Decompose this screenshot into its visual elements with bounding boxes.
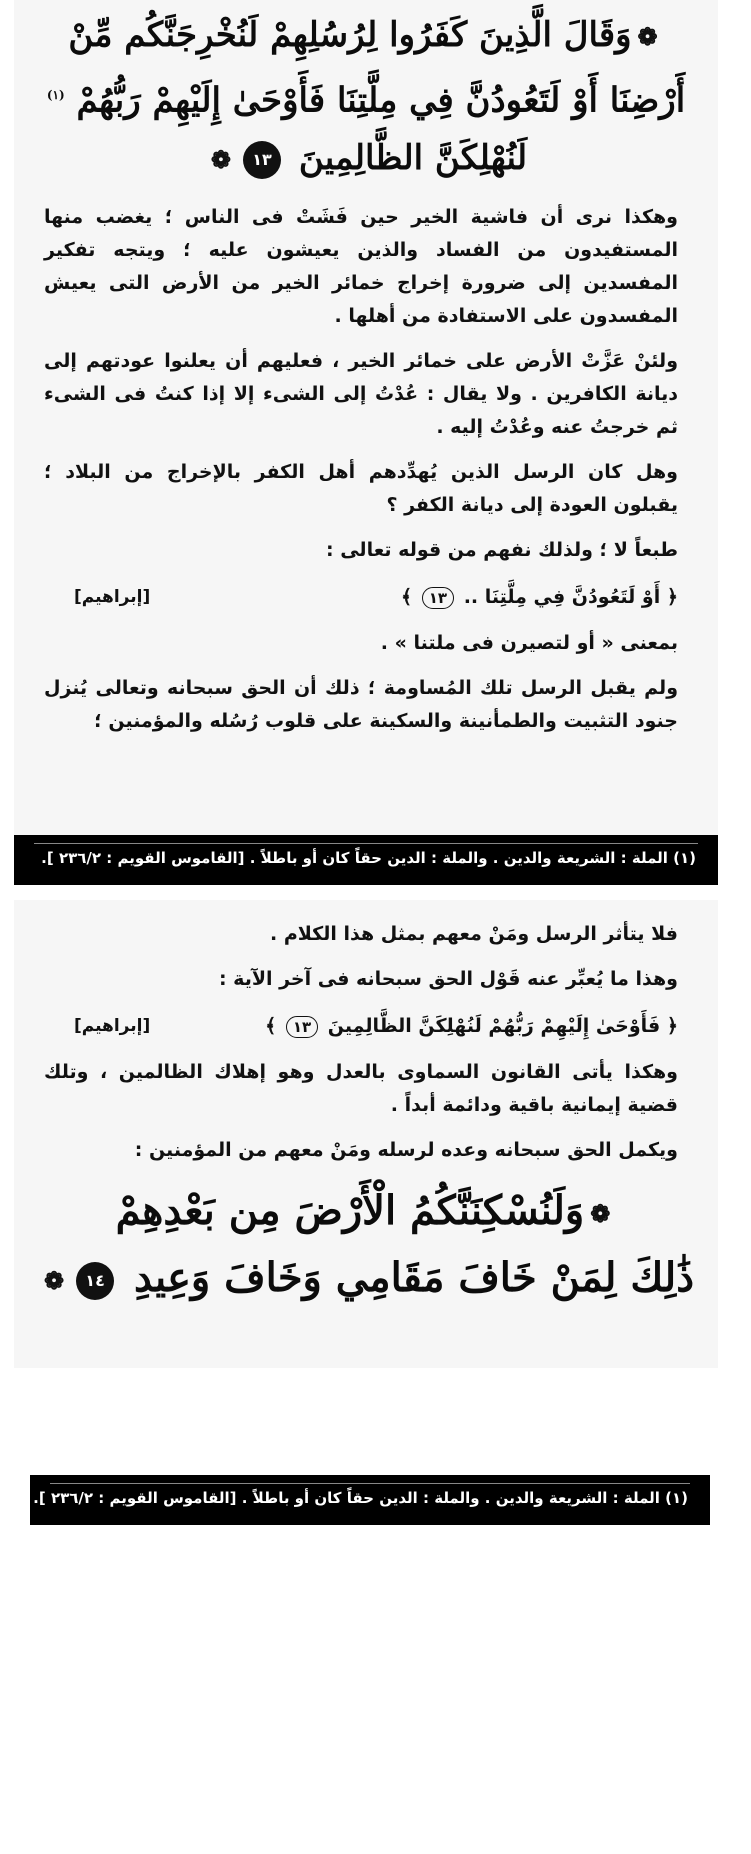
ornament-icon: ❁: [210, 145, 231, 175]
footnote-text: (١) الملة : الشريعة والدين . والملة : الدين حقاً كان أو باطلاً . [القاموس القويم : ٢٣٦/٢ ].: [41, 849, 696, 867]
paragraph: طبعاً لا ؛ ولذلك نفهم من قوله تعالى :: [326, 539, 678, 562]
verse-number-badge: ١٤: [76, 1262, 114, 1300]
quote-source: [إبراهيم]: [74, 1016, 151, 1036]
ornament-icon: ❁: [43, 1266, 65, 1295]
verse-number: ١٣: [422, 587, 454, 609]
verse-number-badge: ١٣: [243, 141, 281, 179]
ornament-icon: ❁: [590, 1199, 611, 1228]
verse-13: [14, 0, 718, 189]
paragraph: وهل كان الرسل الذين يُهدِّدهم أهل الكفر بالإخراج من البلاد ؛ يقبلون العودة إلى ديانة الكفر ؟: [44, 461, 678, 517]
paragraph: فلا يتأثر الرسل ومَنْ معهم بمثل هذا الكلام .: [270, 923, 678, 945]
verse-line-2: أَرْضِنَا أَوْ لَتَعُودُنَّ فِي مِلَّتِنَا فَأَوْحَىٰ إِلَيْهِمْ رَبُّهُمْ $^{(١)}$: [46, 80, 686, 121]
footnote-marker: (١): [46, 88, 65, 102]
verse-line-3: لَنُهْلِكَنَّ الظَّالِمِينَ ١٣❁: [14, 129, 718, 189]
verse-line-1: ❁وَقَالَ الَّذِينَ كَفَرُوا لِرُسُلِهِمْ لَنُخْرِجَنَّكُم مِّنْ: [14, 6, 718, 66]
paragraph: بمعنى « أو لتصيرن فى ملتنا » .: [380, 632, 678, 655]
verse-number: ١٣: [286, 1016, 318, 1038]
verse-14: [14, 1179, 718, 1313]
paragraph: وهكذا نرى أن فاشية الخير حين فَشَتْ فى الناس ؛ يغضب منها المستفيدون من الفساد والذين يعيشون عليه ؛ ويتجه تفكير المفسدين إلى ضرورة إخراج خمائر الخير من الأرض التى يعيش المفسدون على الاستفادة من أهلها .: [44, 206, 678, 328]
verse-line-1: ❁وَلَنُسْكِنَنَّكُمُ الْأَرْضَ مِن بَعْدِهِمْ: [14, 1179, 718, 1246]
paragraph: ولم يقبل الرسل تلك المُساومة ؛ ذلك أن الحق سبحانه وتعالى يُنزل جنود التثبيت والطمأنينة والسكينة على قلوب رُسُله والمؤمنين ؛: [44, 677, 678, 733]
footnote-bar: [30, 1475, 710, 1525]
verse-line-2: ذَٰلِكَ لِمَنْ خَافَ مَقَامِي وَخَافَ وَعِيدِ ١٤❁: [14, 1246, 718, 1313]
page-2: [14, 900, 718, 1368]
page-1: [14, 0, 718, 885]
footnote-bar: [14, 835, 718, 885]
quote-verse: ﴿ فَأَوْحَىٰ إِلَيْهِمْ رَبُّهُمْ لَنُهْلِكَنَّ الظَّالِمِينَ ١٣ ﴾ [إبراهيم]: [14, 1008, 718, 1044]
footnote-rule: [50, 1483, 690, 1484]
paragraph: ويكمل الحق سبحانه وعده لرسله ومَنْ معهم من المؤمنين :: [134, 1139, 678, 1161]
ornament-icon: ❁: [637, 22, 658, 51]
paragraph: وهكذا يأتى القانون السماوى بالعدل وهو إهلاك الظالمين ، وتلك قضية إيمانية باقية ودائمة أبداً .: [44, 1061, 678, 1116]
footnote-rule: [34, 843, 698, 844]
paragraph: ولئنْ عَزَّتْ الأرض على خمائر الخير ، فعليهم أن يعلنوا عودتهم إلى ديانة الكافرين . ولا يقال : عُدْتُ إلى الشىء إلا إذا كنتُ فى الشىء ثم خرجتُ عنه وعُدْتُ إليه .: [44, 350, 678, 439]
quote-source: [إبراهيم]: [74, 587, 151, 608]
paragraph: وهذا ما يُعبِّر عنه قَوْل الحق سبحانه فى آخر الآية :: [218, 968, 678, 990]
quote-verse: ﴿ أَوْ لَتَعُودُنَّ فِي مِلَّتِنَا .. ١٣ ﴾ [إبراهيم]: [14, 579, 718, 615]
footnote-text: (١) الملة : الشريعة والدين . والملة : الدين حقاً كان أو باطلاً . [القاموس القويم : ٢٣٦/٢ ].: [33, 1489, 688, 1507]
